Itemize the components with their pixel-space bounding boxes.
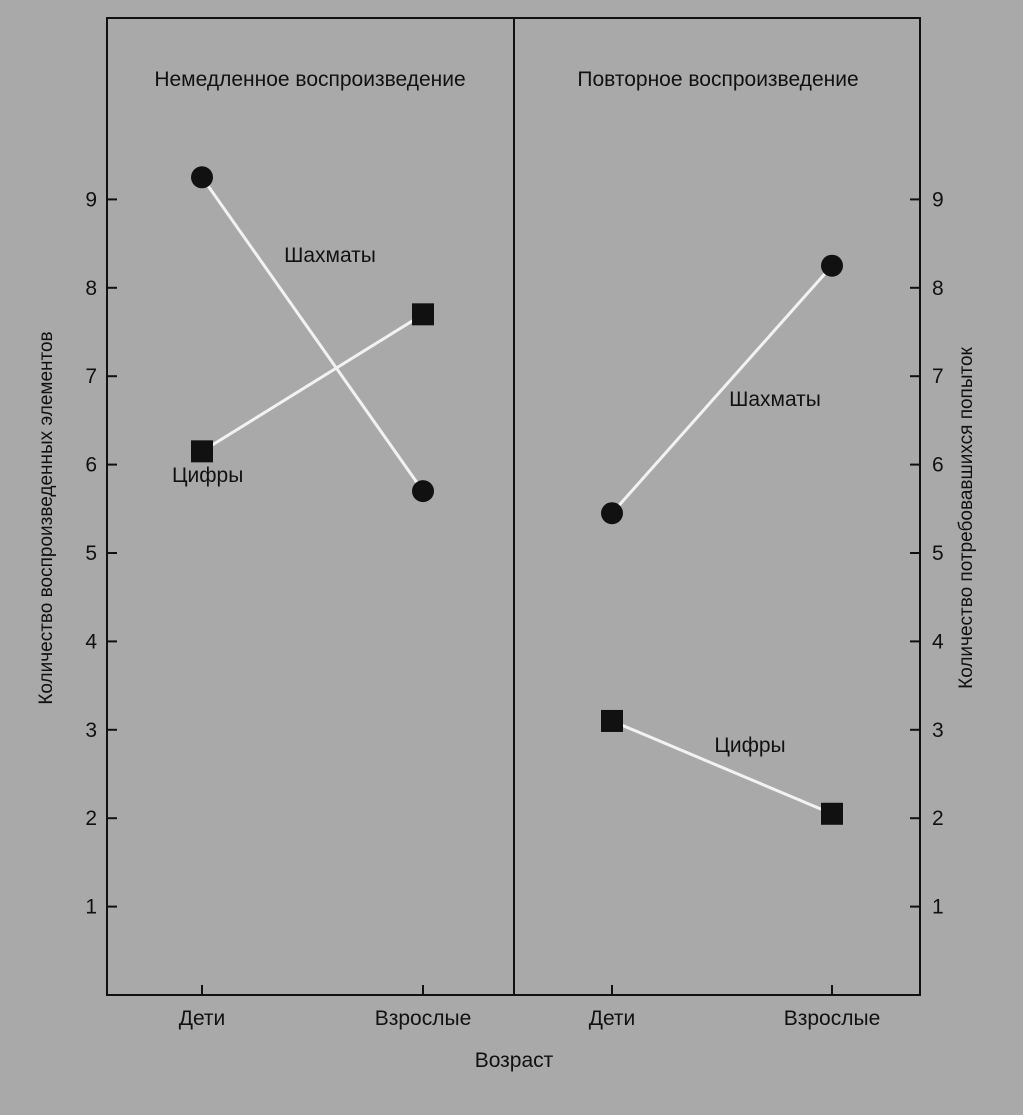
x-tick-label: Взрослые	[374, 1007, 472, 1030]
y-tick-right-label: 8	[932, 276, 944, 300]
y-tick-left-label: 4	[85, 630, 97, 654]
y-tick-right-label: 7	[932, 365, 944, 389]
y-tick-left-label: 8	[85, 276, 97, 300]
data-point-circle	[601, 502, 623, 524]
y-tick-right-label: 3	[932, 718, 944, 742]
y-tick-left-label: 6	[85, 453, 97, 477]
y-tick-left-label: 5	[85, 542, 97, 565]
y-tick-left-label: 1	[85, 895, 97, 919]
y-tick-right-label: 1	[932, 895, 944, 919]
data-point-square	[821, 803, 843, 825]
series-label: Шахматы	[284, 244, 376, 267]
y-tick-left-label: 9	[85, 188, 97, 212]
y-tick-right-label: 4	[932, 630, 944, 654]
y-tick-left-label: 3	[85, 718, 97, 742]
panel-left-title: Немедленное воспроизведение	[154, 68, 466, 91]
y-tick-right-label: 9	[932, 188, 944, 212]
y-tick-right-label: 6	[932, 453, 944, 477]
x-tick-label: Взрослые	[783, 1007, 881, 1030]
data-point-circle	[191, 166, 213, 188]
series-label: Шахматы	[729, 388, 821, 411]
y-axis-right-label: Количество потребовавшихся попыток	[956, 347, 977, 689]
y-tick-right-label: 2	[932, 807, 944, 831]
data-point-circle	[821, 255, 843, 277]
data-point-circle	[412, 480, 434, 502]
data-point-square	[412, 303, 434, 325]
x-axis-label: Возраст	[474, 1049, 554, 1072]
series-label: Цифры	[172, 464, 244, 487]
y-axis-left-label: Количество воспроизведенных элементов	[36, 331, 57, 705]
data-point-square	[601, 710, 623, 732]
panel-right-title: Повторное воспроизведение	[577, 68, 859, 91]
x-tick-label: Дети	[178, 1007, 226, 1030]
y-tick-left-label: 7	[85, 365, 97, 389]
series-label: Цифры	[714, 734, 786, 757]
y-tick-left-label: 2	[85, 807, 97, 831]
y-tick-right-label: 5	[932, 542, 944, 565]
x-tick-label: Дети	[588, 1007, 636, 1030]
data-point-square	[191, 440, 213, 462]
